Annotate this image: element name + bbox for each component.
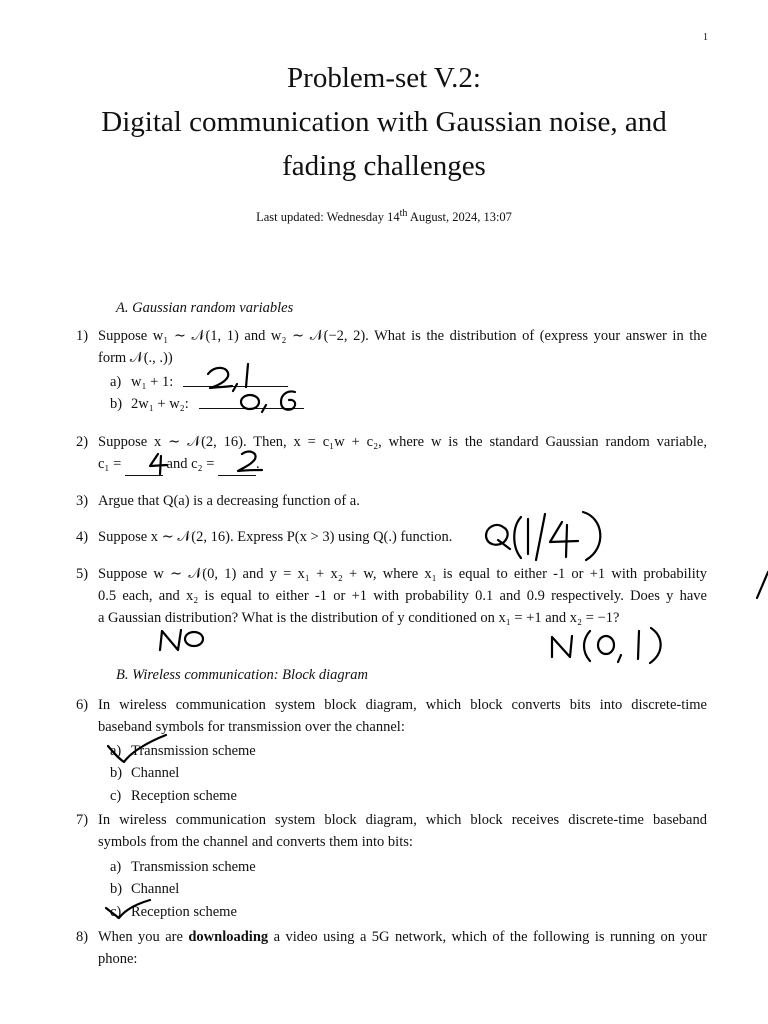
q4-text: Suppose x ∼ 𝒩(2, 16). Express P(x > 3) using Q(.) function. <box>98 529 453 545</box>
q1-number: 1) <box>76 328 89 344</box>
q1b-answer-line <box>199 408 304 409</box>
q5-line-1: Suppose w ∼ 𝒩(0, 1) and y = x₁ + x₂ + w, where x₁ is equal to either -1 or +1 with probability <box>98 566 707 582</box>
q1-line-1: Suppose w₁ ∼ 𝒩(1, 1) and w₂ ∼ 𝒩(−2, 2). What is the distribution of (express your answer in the <box>98 328 707 344</box>
handwritten-q4-answer <box>486 512 600 560</box>
q7-option-text: Transmission scheme <box>131 859 256 875</box>
title-line-2: Digital communication with Gaussian noise, and <box>101 106 667 138</box>
q6-option-text: Reception scheme <box>131 788 237 804</box>
q7-option-label: b) <box>110 881 123 897</box>
q5-line-3: a Gaussian distribution? What is the distribution of y conditioned on x₁ = +1 and x₂ = −1? <box>98 610 620 626</box>
q6-option-label: a) <box>110 743 122 759</box>
q6-line-1: In wireless communication system block diagram, which block converts bits into discrete-time <box>98 697 707 713</box>
q7-option-label: a) <box>110 859 122 875</box>
q2-number: 2) <box>76 434 89 450</box>
q2-line-2: c₁ = and c₂ = . <box>98 453 260 476</box>
q6-option-text: Channel <box>131 765 180 781</box>
handwritten-q5-distribution-answer <box>552 628 661 663</box>
q1a-text: w₁ + 1: <box>131 374 174 390</box>
title-line-1: Problem-set V.2: <box>287 62 481 94</box>
q8-line-1: When you are downloading a video using a 5G network, which of the following is running on your <box>98 929 707 945</box>
q1a-label: a) <box>110 374 122 390</box>
q6-option-text: Transmission scheme <box>131 743 256 759</box>
q5-line-2: 0.5 each, and x₂ is equal to either -1 or +1 with probability 0.1 and 0.9 respectively. Does y have <box>98 588 707 604</box>
handwritten-q5-gaussian-answer <box>160 630 203 650</box>
q3-number: 3) <box>76 493 89 509</box>
q1a-answer-line <box>183 386 288 387</box>
q8-number: 8) <box>76 929 89 945</box>
q5-number: 5) <box>76 566 89 582</box>
q1b-text: 2w₁ + w₂: <box>131 396 189 412</box>
q1b-label: b) <box>110 396 123 412</box>
q6-number: 6) <box>76 697 89 713</box>
q4-number: 4) <box>76 529 89 545</box>
last-updated: Last updated: Wednesday 14th August, 2024, 13:07 <box>256 207 512 224</box>
q7-line-1: In wireless communication system block diagram, which block receives discrete-time baseband <box>98 812 707 828</box>
q6-option-label: c) <box>110 788 122 804</box>
q1-line-2: form 𝒩(., .)) <box>98 350 173 366</box>
q6-line-2: baseband symbols for transmission over the channel: <box>98 719 405 735</box>
q7-line-2: symbols from the channel and converts them into bits: <box>98 834 413 850</box>
handwritten-stray-mark <box>757 572 768 598</box>
q7-number: 7) <box>76 812 89 828</box>
title-line-3: fading challenges <box>282 150 486 182</box>
q8-line-2: phone: <box>98 951 138 967</box>
page-number: 1 <box>703 32 708 43</box>
q7-option-text: Reception scheme <box>131 904 237 920</box>
q7-option-text: Channel <box>131 881 180 897</box>
q7-option-label: c) <box>110 904 122 920</box>
section-b-heading: B. Wireless communication: Block diagram <box>116 667 368 683</box>
q6-option-label: b) <box>110 765 123 781</box>
q2-line-1: Suppose x ∼ 𝒩(2, 16). Then, x = c₁w + c₂, where w is the standard Gaussian random variable, <box>98 434 707 450</box>
section-a-heading: A. Gaussian random variables <box>116 300 294 316</box>
q3-text: Argue that Q(a) is a decreasing function of a. <box>98 493 360 509</box>
